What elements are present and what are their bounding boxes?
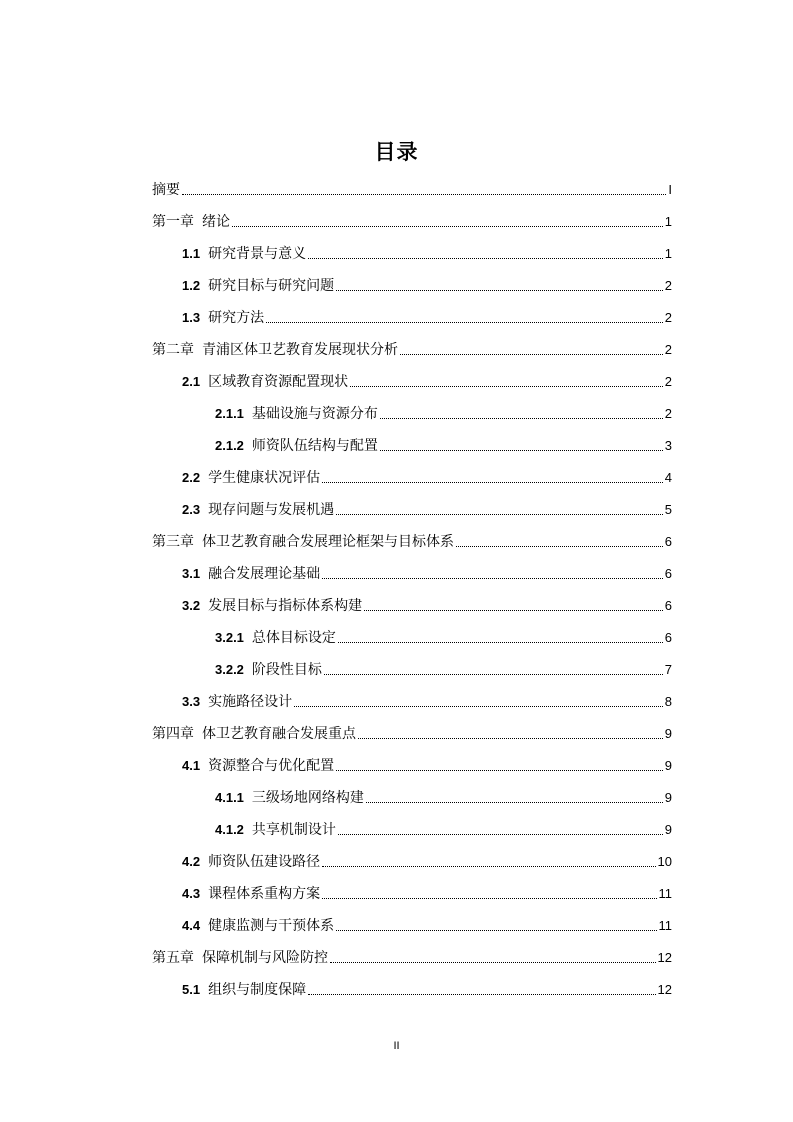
dot-leader (182, 194, 666, 195)
toc-entry-number: 1.2 (182, 278, 201, 293)
toc-entry-page: 12 (657, 950, 672, 965)
toc-entry-label: 摘要 (152, 182, 180, 198)
page-title: 目录 (374, 140, 419, 164)
toc-entry-label: 研究背景与意义 (208, 246, 307, 262)
toc-entry-number: 4.4 (182, 918, 201, 933)
toc-entry-number: 2.3 (182, 502, 201, 517)
toc-entry[interactable] (152, 941, 672, 973)
toc-entry[interactable] (152, 685, 672, 717)
toc-entry[interactable] (152, 525, 672, 557)
dot-leader (322, 898, 656, 899)
dot-leader (350, 386, 663, 387)
dot-leader (308, 258, 663, 259)
toc-entry-page: 9 (664, 790, 672, 805)
toc-entry-number: 5.1 (182, 982, 201, 997)
dot-leader (266, 322, 663, 323)
toc-entry-number: 第三章 (152, 534, 194, 550)
toc-entry[interactable] (152, 461, 672, 493)
toc-entry-label: 实施路径设计 (208, 694, 293, 710)
table-of-contents (152, 173, 672, 1005)
toc-entry-label: 现存问题与发展机遇 (208, 502, 335, 518)
toc-entry-page: I (668, 182, 672, 197)
toc-entry[interactable] (152, 973, 672, 1005)
toc-entry[interactable] (152, 813, 672, 845)
toc-entry-page: 6 (664, 630, 672, 645)
toc-entry-label: 共享机制设计 (251, 822, 336, 838)
toc-entry-number: 3.2.1 (215, 630, 244, 645)
toc-entry[interactable] (152, 365, 672, 397)
toc-entry-label: 发展目标与指标体系构建 (208, 598, 363, 614)
dot-leader (336, 290, 663, 291)
toc-entry[interactable] (152, 845, 672, 877)
toc-entry[interactable] (152, 301, 672, 333)
toc-entry-label: 阶段性目标 (251, 662, 322, 678)
toc-entry-number: 第一章 (152, 214, 194, 230)
toc-entry-number: 第五章 (152, 950, 194, 966)
dot-leader (322, 482, 663, 483)
toc-entry[interactable] (152, 557, 672, 589)
toc-entry-page: 9 (664, 726, 672, 741)
toc-entry-page: 8 (664, 694, 672, 709)
toc-entry-label: 师资队伍结构与配置 (251, 438, 378, 454)
toc-entry-label: 融合发展理论基础 (208, 566, 321, 582)
dot-leader (400, 354, 663, 355)
toc-entry-number: 4.1.2 (215, 822, 244, 837)
toc-entry-number: 第二章 (152, 342, 194, 358)
dot-leader (330, 962, 656, 963)
toc-entry-page: 2 (664, 310, 672, 325)
toc-entry[interactable] (152, 749, 672, 781)
toc-entry-number: 第四章 (152, 726, 194, 742)
toc-entry-page: 11 (658, 886, 672, 901)
dot-leader (324, 674, 663, 675)
toc-entry-page: 11 (658, 918, 672, 933)
toc-entry[interactable] (152, 173, 672, 205)
dot-leader (294, 706, 663, 707)
toc-entry-page: 6 (664, 534, 672, 549)
dot-leader (322, 866, 655, 867)
dot-leader (338, 642, 663, 643)
toc-entry-number: 1.1 (182, 246, 201, 261)
toc-entry-page: 2 (664, 374, 672, 389)
toc-entry-number: 4.1.1 (215, 790, 244, 805)
toc-entry-label: 总体目标设定 (251, 630, 336, 646)
toc-entry-page: 10 (657, 854, 672, 869)
dot-leader (364, 610, 663, 611)
toc-entry-page: 2 (664, 278, 672, 293)
toc-entry[interactable] (152, 237, 672, 269)
toc-entry[interactable] (152, 493, 672, 525)
toc-entry-page: 5 (664, 502, 672, 517)
toc-entry-label: 学生健康状况评估 (208, 470, 321, 486)
toc-entry-label: 体卫艺教育融合发展理论框架与目标体系 (202, 534, 454, 550)
toc-entry[interactable] (152, 429, 672, 461)
dot-leader (456, 546, 663, 547)
toc-entry-page: 6 (664, 566, 672, 581)
toc-entry-label: 健康监测与干预体系 (208, 918, 335, 934)
toc-entry-page: 3 (664, 438, 672, 453)
dot-leader (232, 226, 663, 227)
toc-entry-number: 4.1 (182, 758, 201, 773)
toc-entry-label: 区域教育资源配置现状 (208, 374, 349, 390)
toc-entry-page: 7 (664, 662, 672, 677)
toc-entry-page: 2 (664, 342, 672, 357)
toc-entry-page: 9 (664, 822, 672, 837)
toc-entry[interactable] (152, 653, 672, 685)
toc-entry[interactable] (152, 877, 672, 909)
toc-entry-page: 12 (657, 982, 672, 997)
toc-entry-page: 6 (664, 598, 672, 613)
toc-entry-number: 4.2 (182, 854, 201, 869)
toc-entry[interactable] (152, 397, 672, 429)
dot-leader (366, 802, 663, 803)
toc-entry-label: 保障机制与风险防控 (202, 950, 328, 966)
dot-leader (380, 450, 663, 451)
toc-entry-label: 资源整合与优化配置 (208, 758, 335, 774)
toc-entry-label: 组织与制度保障 (208, 982, 307, 998)
toc-entry-page: 1 (664, 214, 672, 229)
dot-leader (336, 930, 656, 931)
dot-leader (336, 770, 663, 771)
toc-entry-label: 绪论 (202, 214, 230, 230)
toc-entry-page: 2 (664, 406, 672, 421)
toc-entry[interactable] (152, 589, 672, 621)
dot-leader (336, 514, 663, 515)
toc-entry-number: 3.1 (182, 566, 201, 581)
toc-entry-label: 师资队伍建设路径 (208, 854, 321, 870)
toc-entry-number: 3.2.2 (215, 662, 244, 677)
dot-leader (308, 994, 655, 995)
dot-leader (358, 738, 663, 739)
toc-entry[interactable] (152, 781, 672, 813)
toc-entry-label: 课程体系重构方案 (208, 886, 321, 902)
toc-entry-number: 3.3 (182, 694, 201, 709)
toc-entry-label: 青浦区体卫艺教育发展现状分析 (202, 342, 398, 358)
toc-entry-label: 三级场地网络构建 (251, 790, 364, 806)
toc-entry-page: 1 (664, 246, 672, 261)
toc-entry-label: 研究目标与研究问题 (208, 278, 335, 294)
dot-leader (338, 834, 663, 835)
toc-entry[interactable] (152, 909, 672, 941)
toc-entry-number: 2.1 (182, 374, 201, 389)
toc-entry-number: 4.3 (182, 886, 201, 901)
dot-leader (380, 418, 663, 419)
toc-entry[interactable] (152, 717, 672, 749)
toc-entry-page: 4 (664, 470, 672, 485)
toc-entry-label: 体卫艺教育融合发展重点 (202, 726, 356, 742)
toc-entry-number: 3.2 (182, 598, 201, 613)
toc-entry-number: 2.2 (182, 470, 201, 485)
toc-entry-number: 2.1.2 (215, 438, 244, 453)
toc-entry-number: 1.3 (182, 310, 201, 325)
toc-entry-number: 2.1.1 (215, 406, 244, 421)
toc-entry[interactable] (152, 621, 672, 653)
toc-entry[interactable] (152, 205, 672, 237)
page-number-footer: II (393, 1040, 400, 1052)
dot-leader (322, 578, 663, 579)
toc-entry[interactable] (152, 333, 672, 365)
toc-entry-label: 基础设施与资源分布 (251, 406, 378, 422)
toc-entry-label: 研究方法 (208, 310, 265, 326)
toc-entry-page: 9 (664, 758, 672, 773)
toc-entry[interactable] (152, 269, 672, 301)
